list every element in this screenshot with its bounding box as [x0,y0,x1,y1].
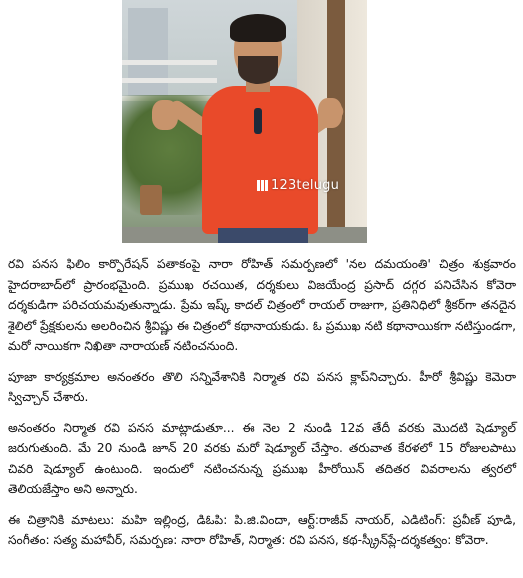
person-jeans [218,228,308,243]
person-hair [230,14,286,42]
article-paragraph: అనంతరం నిర్మాత రవి పనస మాట్లాడుతూ... ఈ నెల 2 నుండి 12వ తేదీ వరకు మొదటి షెడ్యూల్ జరుగుతుంది. మే 20 నుండి జూన్ 20 వరకు మరో షెడ్యూల్ చేస్తాం. తరువాత కేరళలో 15 రోజులపాటు చివరి షెడ్యూల్ ఉంటుంది. ఇందులో నటించనున్న ప్రముఖ హీరోయిన్ తదితర వివరాలను త్వరలో తెలియజేస్తాం అని అన్నారు. [8,420,516,496]
background-stair [122,78,217,83]
article-paragraph: ఈ చిత్రానికి మాటలు: మహి ఇల్లింద్ర, డిఓపి: పి.జి.విందా, ఆర్ట్:రాజీవ్ నాయర్, ఎడిటింగ్: ప్రవీణ్ పూడి, సంగీతం: సత్య మహావీర్, సమర్పణ: నారా రోహిత్, నిర్మాత: రవి పనస, కథ-స్క్రీన్‌ప్లే-దర్శకత్వం: కోవెరా. [8,512,516,547]
background-stair [122,60,217,65]
watermark-bars-icon [257,180,269,195]
watermark-logo [257,178,339,195]
sunglasses [254,108,262,134]
plant-pot [140,185,162,215]
person-beard [238,56,278,84]
article-body [8,254,516,551]
watermark-text: 123telugu [271,178,340,193]
article-photo [122,0,367,243]
article-paragraph: రవి పనస ఫిలిం కార్పొరేషన్ పతాకంపై నారా రోహిత్ సమర్పణలో 'నల దమయంతి' చిత్రం శుక్రవారం హైదరాబాద్‌లో ప్రారంభమైంది. ప్రముఖ రచయిత, దర్శకులు విజయేంద్ర ప్రసాద్ దగ్గర పనిచేసిన కోవెరా దర్శకుడిగా పరిచయమవుతున్నాడు. ప్రేమ ఇష్క్ కాదల్ చిత్రంలో రాయల్ రాజుగా, ప్రతినిధిలో శ్రీకర్‌గా తనదైన శైలిలో ప్రేక్షకులను అలరించిన శ్రీవిష్ణు ఈ చిత్రంలో కథానాయకుడు. ఓ ప్రముఖ నటి కథానాయికగా నటిస్తుండగా, మరో నాయికగా నిఖితా నారాయణ్ నటించనుంది. [8,257,516,353]
article-paragraph: పూజా కార్యక్రమాల అనంతరం తొలి సన్నివేశానికి నిర్మాత రవి పనస క్లాప్‌నిచ్చారు. హీరో శ్రీవిష్ణు కెమెరా స్విచ్చాన్ చేశారు. [8,369,516,404]
background-building [128,8,168,98]
